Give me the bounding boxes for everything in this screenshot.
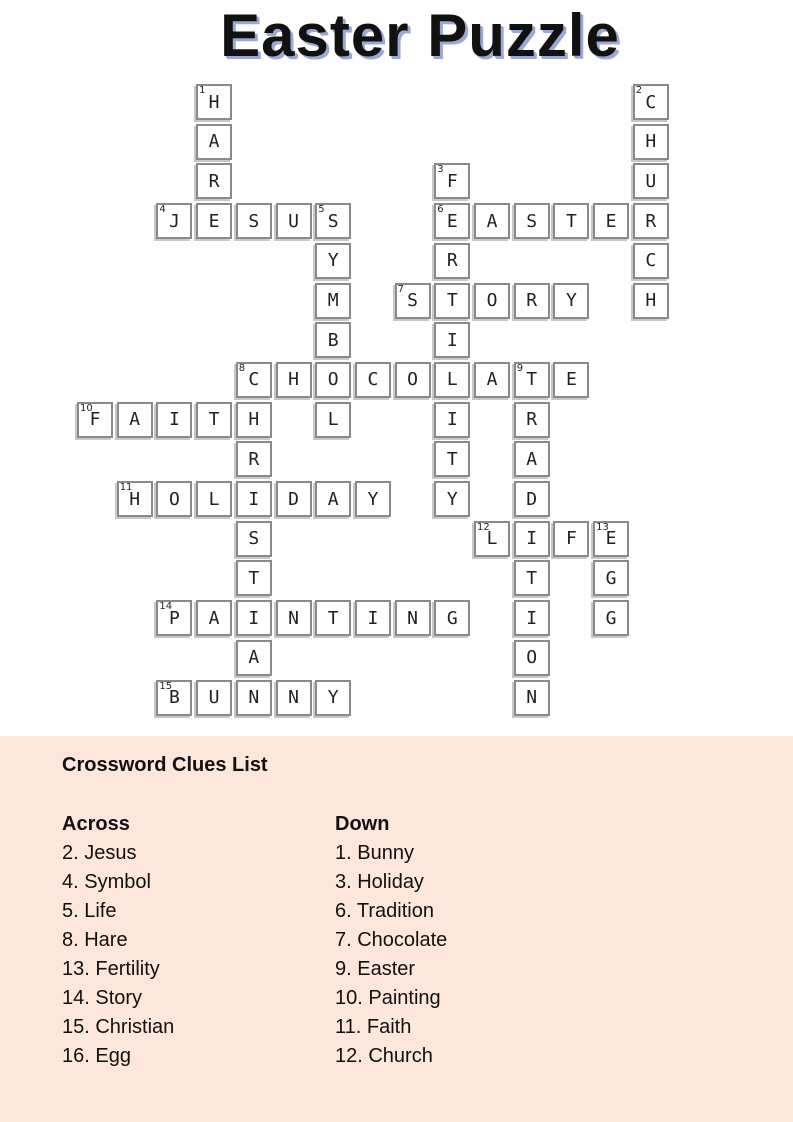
cell-letter: S	[526, 210, 538, 232]
clue-number: 12	[477, 521, 490, 533]
grid-cell[interactable]	[196, 203, 232, 239]
cell-letter: H	[208, 91, 220, 113]
cell-letter: S	[327, 210, 339, 232]
grid-cell[interactable]	[633, 203, 669, 239]
grid-cell[interactable]	[196, 163, 232, 199]
grid-cell[interactable]	[355, 481, 391, 517]
cell-letter: O	[526, 647, 538, 669]
cell-letter: L	[446, 369, 458, 391]
grid-cell[interactable]	[276, 203, 312, 239]
cell-letter: E	[446, 210, 458, 232]
cell-letter: R	[208, 170, 220, 192]
cell-letter: C	[645, 250, 657, 272]
clue-number: 13	[596, 521, 609, 533]
clue-item: 9. Easter	[335, 958, 416, 980]
cell-letter: R	[645, 210, 657, 232]
cell-letter: N	[288, 607, 299, 629]
clue-item: 7. Chocolate	[335, 929, 448, 951]
cell-letter: A	[129, 409, 141, 431]
cell-letter: A	[208, 607, 220, 629]
grid-cell[interactable]	[156, 680, 192, 716]
grid-cell[interactable]	[474, 203, 510, 239]
clues-heading: Crossword Clues List	[62, 754, 268, 776]
clue-number: 9	[516, 362, 524, 374]
clue-number: 7	[397, 283, 404, 295]
grid-cell[interactable]	[514, 283, 550, 319]
clues-panel	[0, 736, 793, 1122]
grid-cell[interactable]	[593, 521, 629, 557]
cell-letter: P	[168, 607, 180, 629]
grid-cell[interactable]	[434, 481, 470, 517]
clue-item: 1. Bunny	[335, 842, 414, 864]
cell-letter: L	[327, 409, 339, 431]
grid-cell[interactable]	[196, 680, 232, 716]
cell-letter: T	[327, 607, 339, 629]
clue-item: 14. Story	[62, 987, 143, 1009]
cell-letter: T	[248, 567, 260, 589]
grid-cell[interactable]	[156, 481, 192, 517]
cell-letter: O	[327, 369, 339, 391]
clue-number: 3	[437, 164, 444, 176]
grid-cell[interactable]	[434, 283, 470, 319]
grid-cell[interactable]	[196, 402, 232, 438]
cell-letter: T	[526, 369, 538, 391]
puzzle-title: Easter Puzzle	[220, 2, 620, 69]
grid-cell[interactable]	[474, 362, 510, 398]
cell-letter: R	[446, 250, 458, 272]
grid-cell[interactable]	[117, 402, 153, 438]
grid-cell[interactable]	[474, 521, 510, 557]
cell-letter: S	[248, 528, 260, 550]
cell-letter: J	[168, 210, 180, 232]
grid-cell[interactable]	[315, 680, 351, 716]
grid-cell[interactable]	[196, 124, 232, 160]
cell-letter: E	[605, 528, 617, 550]
cell-letter: C	[367, 369, 379, 391]
cell-letter: S	[407, 290, 419, 311]
cell-letter: R	[526, 290, 538, 311]
clue-item: 15. Christian	[62, 1016, 175, 1038]
down-clues	[335, 810, 447, 1071]
across-clues	[62, 810, 174, 1071]
grid-cell[interactable]	[236, 203, 272, 239]
cell-letter: C	[248, 369, 260, 391]
grid-cell[interactable]	[315, 402, 351, 438]
grid-cell[interactable]	[315, 283, 351, 319]
grid-cell[interactable]	[315, 600, 351, 636]
cell-letter: E	[565, 369, 577, 391]
grid-cell[interactable]	[553, 362, 589, 398]
clue-number: 6	[437, 204, 444, 216]
grid-cell[interactable]	[514, 640, 550, 676]
grid-cell[interactable]	[633, 124, 669, 160]
cell-letter: H	[645, 290, 657, 311]
grid-cell[interactable]	[633, 84, 669, 120]
grid-cell[interactable]	[236, 521, 272, 557]
down-list	[335, 839, 447, 1071]
clue-item: 11. Faith	[335, 1016, 412, 1038]
cell-letter: M	[327, 290, 339, 311]
grid-cell[interactable]	[514, 481, 550, 517]
cell-letter: U	[288, 210, 299, 232]
cell-letter: N	[288, 687, 299, 708]
grid-cell[interactable]	[474, 283, 510, 319]
cell-letter: I	[367, 607, 379, 629]
cell-letter: H	[645, 131, 657, 153]
grid-cell[interactable]	[553, 203, 589, 239]
grid-cell[interactable]	[434, 441, 470, 477]
clue-item: 2. Jesus	[62, 842, 137, 864]
cell-letter: N	[248, 687, 260, 708]
cell-letter: A	[526, 448, 538, 470]
cell-letter: Y	[367, 488, 379, 510]
clue-item: 13. Fertility	[62, 958, 160, 980]
cell-letter: A	[486, 210, 498, 232]
grid-cell[interactable]	[355, 362, 391, 398]
cell-letter: I	[526, 528, 538, 550]
cell-letter: Y	[327, 687, 339, 708]
clue-number: 1	[199, 85, 206, 96]
clue-item: 8. Hare	[62, 929, 128, 951]
grid-cell[interactable]	[196, 84, 232, 120]
grid-cell[interactable]	[315, 243, 351, 279]
grid-cell[interactable]	[434, 322, 470, 358]
cell-letter: S	[248, 210, 260, 232]
cell-letter: C	[645, 91, 657, 113]
grid-cell[interactable]	[156, 203, 192, 239]
cell-letter: T	[446, 448, 458, 470]
cell-letter: Y	[565, 290, 577, 311]
across-title: Across	[62, 813, 130, 835]
grid-cell[interactable]	[236, 600, 272, 636]
grid-cell[interactable]	[236, 362, 272, 398]
grid-cell[interactable]	[514, 521, 550, 557]
clue-item: 3. Holiday	[335, 871, 424, 893]
grid-cell[interactable]	[276, 362, 312, 398]
cell-letter: B	[327, 329, 339, 351]
grid-cell[interactable]	[395, 362, 431, 398]
grid-cell[interactable]	[236, 441, 272, 477]
grid-cell[interactable]	[434, 243, 470, 279]
cell-letter: I	[248, 607, 260, 629]
grid-cell[interactable]	[236, 560, 272, 596]
clue-number: 15	[159, 680, 173, 692]
clue-number: 11	[119, 482, 133, 493]
clue-item: 10. Painting	[335, 987, 441, 1009]
cell-letter: I	[446, 409, 458, 431]
cell-letter: G	[605, 607, 617, 629]
grid-cell[interactable]	[395, 600, 431, 636]
grid-cell[interactable]	[514, 362, 550, 398]
clue-item: 4. Symbol	[62, 871, 151, 893]
cell-letter: O	[168, 488, 180, 510]
grid-cell[interactable]	[593, 560, 629, 596]
cell-letter: U	[645, 170, 657, 192]
cell-letter: B	[168, 687, 180, 708]
grid-cell[interactable]	[315, 362, 351, 398]
clue-item: 6. Tradition	[335, 900, 434, 922]
clue-number: 8	[238, 362, 246, 374]
clue-item: 5. Life	[62, 900, 117, 922]
grid-cell[interactable]	[633, 243, 669, 279]
grid-cell[interactable]	[593, 203, 629, 239]
cell-letter: D	[526, 488, 538, 510]
grid-cell[interactable]	[156, 402, 192, 438]
cell-letter: F	[565, 528, 577, 550]
clue-item: 16. Egg	[62, 1045, 131, 1067]
grid-cell[interactable]	[633, 163, 669, 199]
cell-letter: T	[446, 290, 458, 311]
cell-letter: R	[526, 409, 538, 431]
cell-letter: T	[526, 567, 538, 589]
grid-cell[interactable]	[236, 680, 272, 716]
cell-letter: N	[526, 687, 538, 708]
grid-cell[interactable]	[514, 600, 550, 636]
cell-letter: O	[486, 290, 498, 311]
grid-cell[interactable]	[514, 441, 550, 477]
grid-cell[interactable]	[236, 640, 272, 676]
clue-number: 2	[635, 85, 643, 96]
cell-letter: A	[248, 647, 260, 669]
grid-cell[interactable]	[434, 600, 470, 636]
cell-letter: E	[208, 210, 220, 232]
grid-cell[interactable]	[553, 521, 589, 557]
grid-cell[interactable]	[196, 600, 232, 636]
cell-letter: L	[486, 528, 498, 550]
cell-letter: I	[526, 607, 538, 629]
cell-letter: G	[605, 567, 617, 589]
cell-letter: F	[446, 170, 458, 192]
cell-letter: H	[288, 369, 299, 391]
cell-letter: I	[446, 329, 458, 351]
grid-cell[interactable]	[514, 680, 550, 716]
grid-cell[interactable]	[553, 283, 589, 319]
grid-cell[interactable]	[434, 402, 470, 438]
grid-cell[interactable]	[395, 283, 431, 319]
grid-cell[interactable]	[434, 203, 470, 239]
cell-letter: Y	[446, 488, 458, 510]
cell-letter: R	[248, 448, 260, 470]
grid-cell[interactable]	[514, 560, 550, 596]
cell-letter: U	[208, 687, 220, 708]
cell-letter: A	[208, 131, 220, 153]
cell-letter: N	[407, 607, 419, 629]
cell-letter: F	[89, 409, 101, 431]
cell-letter: G	[446, 607, 458, 629]
grid-cell[interactable]	[593, 600, 629, 636]
cell-letter: A	[486, 369, 498, 391]
cell-letter: I	[168, 409, 180, 431]
grid-cell[interactable]	[236, 402, 272, 438]
clue-number: 14	[159, 601, 173, 613]
cell-letter: A	[327, 488, 339, 510]
cell-letter: E	[605, 210, 617, 232]
grid-cell[interactable]	[514, 402, 550, 438]
cell-letter: T	[565, 210, 577, 232]
grid-cell[interactable]	[315, 481, 351, 517]
grid-cell[interactable]	[156, 600, 192, 636]
cell-letter: H	[129, 488, 141, 510]
clue-number: 10	[80, 402, 93, 414]
cell-letter: H	[248, 409, 260, 431]
grid-cell[interactable]	[434, 362, 470, 398]
grid-cell[interactable]	[236, 481, 272, 517]
grid-cell[interactable]	[355, 600, 391, 636]
clue-number: 5	[318, 204, 325, 216]
across-list	[62, 839, 174, 1071]
grid-cell[interactable]	[196, 481, 232, 517]
cell-letter: L	[208, 488, 220, 510]
cell-letter: D	[288, 488, 299, 510]
clue-number: 4	[159, 204, 166, 216]
grid-cell[interactable]	[514, 203, 550, 239]
clue-item: 12. Church	[335, 1045, 433, 1067]
grid-cell[interactable]	[434, 163, 470, 199]
grid-cell[interactable]	[276, 600, 312, 636]
grid-cell[interactable]	[315, 322, 351, 358]
cell-letter: Y	[327, 250, 339, 272]
cell-letter: T	[208, 409, 220, 431]
cell-letter: O	[407, 369, 419, 391]
grid-cell[interactable]	[117, 481, 153, 517]
down-title: Down	[335, 813, 390, 835]
grid-cell[interactable]	[633, 283, 669, 319]
grid-cell[interactable]	[276, 680, 312, 716]
cell-letter: I	[248, 488, 260, 510]
grid-cell[interactable]	[315, 203, 351, 239]
grid-cell[interactable]	[276, 481, 312, 517]
grid-cell[interactable]	[77, 402, 113, 438]
